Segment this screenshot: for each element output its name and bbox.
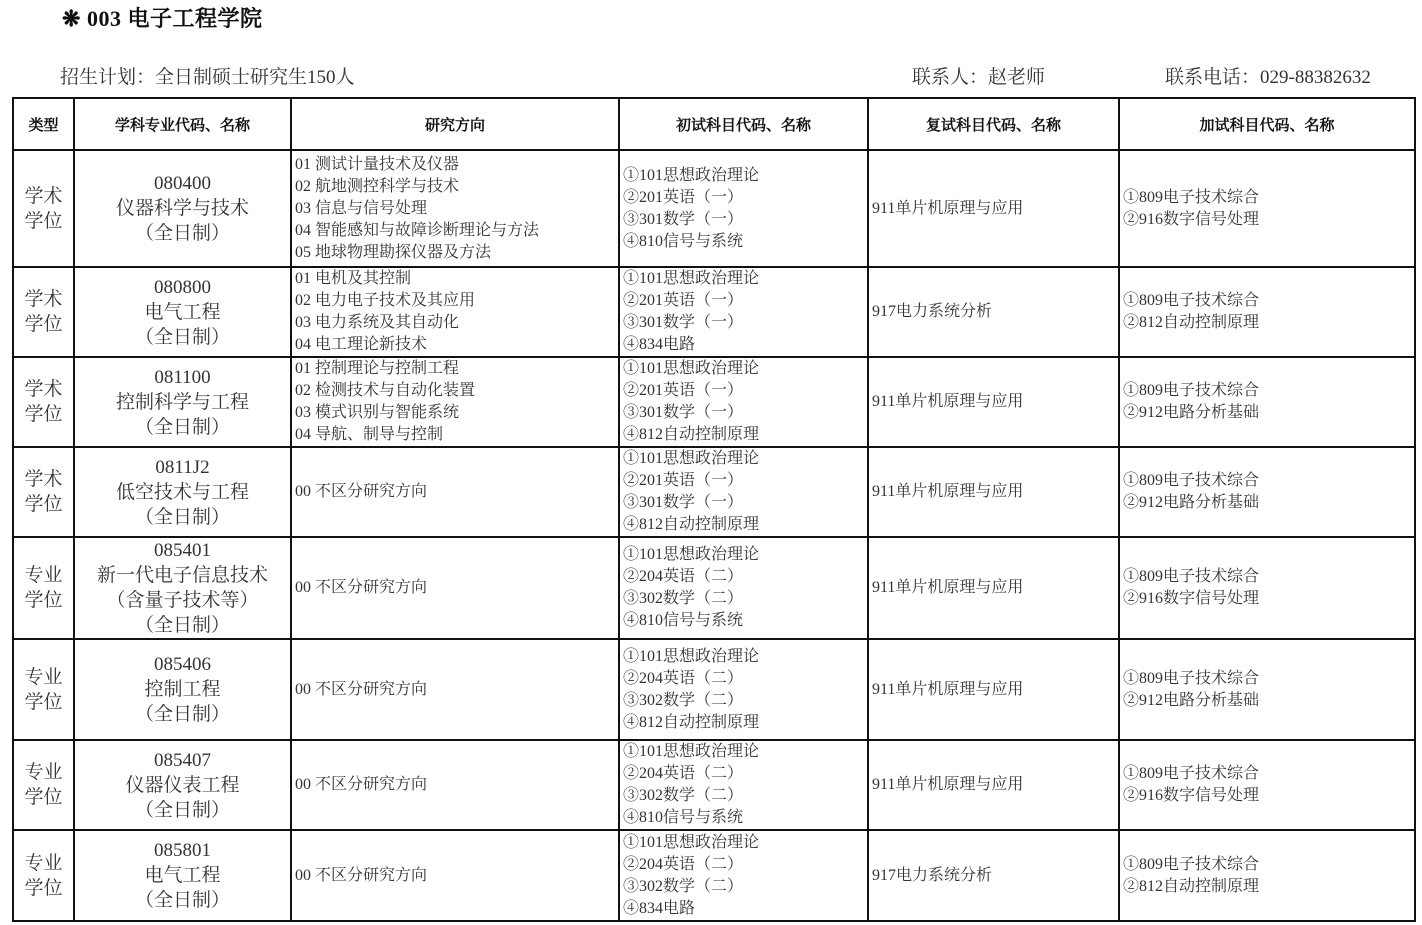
first-exam-subject: ③302数学（二） (623, 787, 744, 804)
extra-exam-subject: ①809电子技术综合 (1123, 669, 1260, 687)
first-exam-subject: ①101思想政治理论 (623, 546, 760, 563)
degree-type-line: 专业 (24, 565, 63, 586)
research-directions-cell (291, 740, 619, 830)
major-cell (74, 447, 291, 537)
major-cell (74, 740, 291, 830)
major-line: （全日制） (134, 704, 230, 725)
table-row (13, 639, 1415, 740)
extra-exam-subject: ①809电子技术综合 (1123, 472, 1260, 489)
first-exam-subject: ③302数学（二） (623, 590, 744, 607)
major-cell (74, 830, 291, 921)
degree-type-line: 学术 (24, 469, 63, 490)
extra-exam-subject: ①809电子技术综合 (1123, 382, 1260, 399)
major-line: 0811J2 (155, 456, 210, 478)
extra-exam-subject: ①809电子技术综合 (1123, 855, 1260, 873)
major-line: （全日制） (134, 416, 230, 438)
second-exam-subject: 911单片机原理与应用 (872, 680, 1024, 698)
degree-type-line: 学位 (24, 787, 63, 808)
table-row (13, 447, 1415, 537)
major-line: （全日制） (134, 506, 230, 528)
research-direction: 04 智能感知与故障诊断理论与方法 (295, 221, 540, 239)
research-direction: 03 模式识别与智能系统 (295, 404, 460, 421)
degree-type-cell (13, 639, 74, 740)
first-exam-subject: ④812自动控制原理 (623, 516, 760, 533)
first-exam-subject: ④812自动控制原理 (623, 426, 760, 443)
first-exam-subject: ④810信号与系统 (623, 232, 744, 250)
extra-exam-subject: ①809电子技术综合 (1123, 568, 1260, 585)
degree-type-line: 专业 (24, 666, 63, 688)
second-exam-cell (868, 537, 1119, 639)
second-exam-cell (868, 639, 1119, 740)
extra-exam-subject: ②912电路分析基础 (1123, 691, 1260, 709)
first-exam-subject: ③302数学（二） (623, 691, 744, 709)
first-exam-subject: ①101思想政治理论 (623, 360, 760, 377)
second-exam-subject: 911单片机原理与应用 (872, 776, 1024, 793)
major-line: 电气工程 (144, 865, 221, 886)
extra-exam-subject: ②916数字信号处理 (1123, 787, 1260, 804)
col-header-major: 学科专业代码、名称 (74, 98, 291, 150)
major-cell (74, 537, 291, 639)
extra-exam-subject: ①809电子技术综合 (1123, 292, 1260, 309)
table-row (13, 150, 1415, 267)
extra-exam-cell (1119, 150, 1415, 267)
major-line: 仪器仪表工程 (125, 774, 240, 796)
second-exam-cell (868, 740, 1119, 830)
table-row (13, 357, 1415, 447)
major-line: 080800 (154, 276, 211, 298)
first-exam-subject: ③301数学（一） (623, 494, 744, 511)
research-direction: 01 测试计量技术及仪器 (295, 155, 460, 173)
major-cell (74, 357, 291, 447)
first-exam-cell (619, 267, 868, 357)
research-direction: 04 导航、制导与控制 (295, 426, 444, 443)
extra-exam-cell (1119, 447, 1415, 537)
first-exam-subject: ①101思想政治理论 (623, 450, 760, 467)
research-direction: 00 不区分研究方向 (295, 483, 428, 500)
table-row (13, 830, 1415, 921)
major-line: 新一代电子信息技术 (96, 565, 268, 586)
major-line: （全日制） (134, 799, 230, 821)
extra-exam-subject: ②916数字信号处理 (1123, 210, 1260, 228)
col-header-extra-exam: 加试科目代码、名称 (1119, 98, 1415, 150)
degree-type-line: 学位 (24, 210, 63, 232)
first-exam-subject: ②204英语（二） (623, 855, 744, 873)
major-line: 控制科学与工程 (115, 391, 249, 413)
col-header-type: 类型 (13, 98, 74, 150)
extra-exam-subject: ②916数字信号处理 (1123, 590, 1260, 607)
major-line: 低空技术与工程 (115, 481, 249, 503)
extra-exam-subject: ①809电子技术综合 (1123, 188, 1260, 206)
research-direction: 03 信息与信号处理 (295, 199, 428, 217)
first-exam-subject: ④810信号与系统 (623, 612, 744, 629)
table-row (13, 267, 1415, 357)
research-directions-cell (291, 357, 619, 447)
extra-exam-subject: ②912电路分析基础 (1123, 404, 1260, 421)
degree-type-line: 学位 (24, 314, 63, 335)
major-line: （全日制） (134, 615, 230, 636)
extra-exam-cell (1119, 639, 1415, 740)
extra-exam-subject: ②812自动控制原理 (1123, 877, 1260, 895)
second-exam-subject: 911单片机原理与应用 (872, 483, 1024, 500)
second-exam-cell (868, 267, 1119, 357)
degree-type-line: 学术 (24, 289, 63, 310)
research-direction: 00 不区分研究方向 (295, 776, 428, 793)
degree-type-cell (13, 150, 74, 267)
col-header-directions: 研究方向 (291, 98, 619, 150)
degree-type-line: 学位 (24, 494, 63, 515)
major-cell (74, 639, 291, 740)
degree-type-cell (13, 357, 74, 447)
college-title: 003 电子工程学院 (86, 6, 263, 31)
degree-type-cell (13, 267, 74, 357)
first-exam-subject: ①101思想政治理论 (623, 833, 760, 851)
first-exam-subject: ②201英语（一） (623, 472, 744, 489)
second-exam-cell (868, 830, 1119, 921)
major-line: 085401 (154, 540, 211, 561)
table-row (13, 740, 1415, 830)
research-direction: 01 控制理论与控制工程 (295, 360, 460, 377)
research-directions-cell (291, 150, 619, 267)
degree-type-line: 专业 (24, 762, 63, 783)
extra-exam-cell (1119, 740, 1415, 830)
major-line: （全日制） (134, 223, 230, 244)
second-exam-cell (868, 150, 1119, 267)
major-line: （全日制） (134, 890, 230, 911)
major-cell (74, 150, 291, 267)
major-cell (74, 267, 291, 357)
research-direction: 00 不区分研究方向 (295, 866, 428, 884)
enrollment-plan: 招生计划：全日制硕士研究生150人 (60, 67, 355, 88)
extra-exam-subject: ②812自动控制原理 (1123, 314, 1260, 331)
degree-type-cell (13, 830, 74, 921)
degree-type-line: 学位 (24, 404, 63, 425)
admissions-table (12, 97, 1416, 922)
first-exam-subject: ③301数学（一） (623, 210, 744, 228)
extra-exam-cell (1119, 537, 1415, 639)
first-exam-subject: ②201英语（一） (623, 292, 744, 309)
degree-type-line: 学位 (24, 691, 63, 713)
first-exam-subject: ①101思想政治理论 (623, 270, 760, 287)
second-exam-cell (868, 357, 1119, 447)
first-exam-subject: ②204英语（二） (623, 669, 744, 687)
first-exam-cell (619, 537, 868, 639)
research-direction: 02 检测技术与自动化装置 (295, 382, 476, 399)
major-line: 085406 (154, 654, 211, 675)
major-line: 085801 (154, 840, 211, 861)
research-direction: 04 电工理论新技术 (295, 336, 428, 353)
first-exam-cell (619, 357, 868, 447)
research-direction: 02 航地测控科学与技术 (295, 177, 460, 195)
major-line: 085407 (154, 749, 211, 771)
first-exam-subject: ②201英语（一） (623, 382, 744, 399)
research-directions-cell (291, 830, 619, 921)
first-exam-cell (619, 740, 868, 830)
col-header-second-exam: 复试科目代码、名称 (868, 98, 1119, 150)
second-exam-subject: 911单片机原理与应用 (872, 393, 1024, 410)
degree-type-cell (13, 447, 74, 537)
first-exam-cell (619, 639, 868, 740)
major-line: 电气工程 (144, 301, 221, 323)
table-header-row (13, 98, 1415, 150)
first-exam-subject: ①101思想政治理论 (623, 647, 760, 665)
first-exam-subject: ④812自动控制原理 (623, 713, 760, 731)
first-exam-subject: ②204英语（二） (623, 765, 744, 782)
extra-exam-subject: ②912电路分析基础 (1123, 494, 1260, 511)
major-line: 080400 (154, 173, 211, 194)
first-exam-subject: ③302数学（二） (623, 877, 744, 895)
asterisk-icon: ❋ (62, 6, 81, 31)
first-exam-subject: ③301数学（一） (623, 404, 744, 421)
research-direction: 05 地球物理勘探仪器及方法 (295, 243, 492, 261)
research-direction: 03 电力系统及其自动化 (295, 314, 460, 331)
research-direction: 02 电力电子技术及其应用 (295, 292, 476, 309)
second-exam-subject: 911单片机原理与应用 (872, 199, 1024, 217)
extra-exam-cell (1119, 357, 1415, 447)
major-line: （含量子技术等） (106, 590, 259, 611)
major-line: 仪器科学与技术 (115, 198, 249, 219)
second-exam-subject: 911单片机原理与应用 (872, 579, 1024, 596)
first-exam-subject: ①101思想政治理论 (623, 743, 760, 760)
degree-type-cell (13, 537, 74, 639)
degree-type-line: 学位 (24, 877, 63, 899)
first-exam-subject: ②201英语（一） (623, 188, 744, 206)
extra-exam-cell (1119, 830, 1415, 921)
degree-type-cell (13, 740, 74, 830)
second-exam-subject: 917电力系统分析 (872, 303, 993, 320)
first-exam-subject: ④834电路 (623, 336, 696, 353)
extra-exam-subject: ①809电子技术综合 (1123, 765, 1260, 782)
research-directions-cell (291, 447, 619, 537)
degree-type-line: 学术 (24, 185, 63, 207)
major-line: 控制工程 (144, 679, 221, 700)
research-directions-cell (291, 267, 619, 357)
contact-person: 联系人：赵老师 (912, 67, 1046, 88)
degree-type-line: 学位 (24, 590, 63, 611)
table-row (13, 537, 1415, 639)
extra-exam-cell (1119, 267, 1415, 357)
major-line: （全日制） (134, 326, 230, 348)
contact-phone: 联系电话：029-88382632 (1165, 67, 1371, 88)
degree-type-line: 学术 (24, 379, 63, 400)
first-exam-subject: ④834电路 (623, 899, 696, 917)
major-line: 081100 (154, 366, 211, 388)
first-exam-cell (619, 830, 868, 921)
first-exam-subject: ①101思想政治理论 (623, 166, 760, 184)
second-exam-subject: 917电力系统分析 (872, 866, 993, 884)
second-exam-cell (868, 447, 1119, 537)
research-direction: 01 电机及其控制 (295, 270, 412, 287)
first-exam-subject: ②204英语（二） (623, 568, 744, 585)
research-direction: 00 不区分研究方向 (295, 579, 428, 596)
page-title (62, 2, 262, 33)
research-directions-cell (291, 537, 619, 639)
degree-type-line: 专业 (24, 852, 63, 874)
first-exam-cell (619, 150, 868, 267)
first-exam-subject: ④810信号与系统 (623, 809, 744, 826)
research-direction: 00 不区分研究方向 (295, 680, 428, 698)
first-exam-cell (619, 447, 868, 537)
col-header-first-exam: 初试科目代码、名称 (619, 98, 868, 150)
first-exam-subject: ③301数学（一） (623, 314, 744, 331)
research-directions-cell (291, 639, 619, 740)
